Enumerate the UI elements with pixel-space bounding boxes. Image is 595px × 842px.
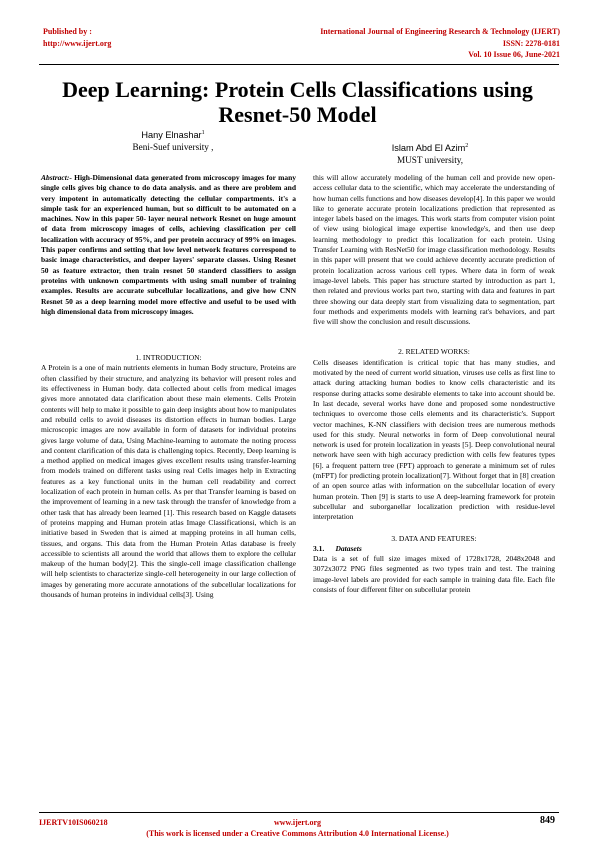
author-2-sup: 2 [465,143,469,149]
page-number: 849 [540,815,555,826]
issn: ISSN: 2278-0181 [502,38,560,48]
header-left [43,26,111,49]
datasets-subheading [313,544,555,554]
header-rule [39,64,559,65]
author-1-affiliation: Beni-Suef university , [132,141,214,152]
header-right [320,26,560,61]
author-2-affiliation: MUST university, [396,154,464,165]
intro-text: A Protein is a one of main nutrients elements in human Body structure, Proteins are often classified by their structure, and analyzing its behavior will present roles and its effectiveness in Human body. data collected about cells from medical images gives more annotated data clarification about these main elements. Cells Protein contents will help to make it possible to gain deep insights about how to manipulates and rebuild cells to avoid diseases its distortion effects in human bodies. Large microscopic images are now available in form of datasets for individual proteins gives large volume of data, Using Machine-learning to automate the noting process and content clarification of this data is challenging topics. Recently, Deep learning is a method applied on medical images gives excellent results using transfer-learning from models trained on different tasks using real Cells images help in Extracting features as a key functional units in the human cell readability and correct localization of each protein in human cells. As per that Transfer learning is based on the improvement of learning in a new task through the transfer of knowledge from a other task that has already been learned [1]. This research based on Kaggle datasets of proteins mapping and Human protein atlas Image Classificationsi, which is an initiative based in Sweden that is aimed at mapping proteins in all human cells, tissues, and organs. This data from the Human Protein Atlas database is freely accessible to scientists all around the world that allows them to explore the cellular makeup of the human body[2]. This the single-cell image classification challenge will help scientists to characterize single-cell heterogeneity in our large collection of images by generating more accurate annotations of the subcellular localizations for thousands of human proteins in individual cells[3]. Using [41,363,296,599]
datasets-sub-title: Datasets [335,543,362,553]
publisher-label: Published by : [43,27,92,36]
footer-rule [39,812,559,813]
datasets-text: Data is a set of full size images mixed of 1728x1728, 2048x2048 and 3072x3072 PNG files segmented as two types train and test. The training image-level labels are provided for each sample in training data file. Each file consists of four different filter on subcellular protein [313,554,555,594]
paper-id: IJERTV10IS060218 [39,818,108,827]
author-1 [98,128,248,153]
intro-heading: 1. INTRODUCTION: [135,353,202,363]
journal-name: International Journal of Engineering Research & Technology (IJERT) [320,27,560,36]
author-1-sup: 1 [201,130,205,136]
header-url-link[interactable]: http://www.ijert.org [43,38,112,48]
abstract-label: Abstract:- [41,173,72,182]
abstract-text: High-Dimensional data generated from microscopy images for many single cells gives big chance to do data analysis. and as there are problem and very impotent in automatically detecting the cellular compartments. it's a simple task for an experienced human, but so difficult to be automated on a machines. Now in this paper 50- layer neural network Resnet on huge amount of data from microscopy images of cells, achieving classification per cell localization with accuracy of 95%, and per protein accuracy of 99% on images. This paper confirms and setting that low level network features correspond to basic image characteristics, and deeper layers' separate classes. Using Resnet 50 as feature extractor, then train resnet 50 standerd classifiers to assign proteins with unknown compartments with using small number of training examples. Results are accurate subcellular localizations, and give how CNN Resnet 50 as a deep learning model more effective and useful to be used with high dimensional data from microscopy images. [41,173,296,316]
footer-url-link[interactable]: www.ijert.org [273,818,322,827]
paper-title: Deep Learning: Protein Cells Classifications using Resnet-50 Model [62,77,533,127]
volume-issue: Vol. 10 Issue 06, June-2021 [468,50,560,59]
related-heading: 2. RELATED WORKS: [398,347,470,357]
right-column [313,173,555,595]
intro-continued-text: this will allow accurately modeling of the human cell and provide new open-access cellular data to the scientific, which may accelerate the understanding of how human cells functions and how diseases develop[4]. In this paper we would like to generate accurate protein localizations prediction that represented as integer labels based on the images. This work starts from computer vision point of view using biological image expertise knowledge's, and then use deep learning methodology to predict this localization for each protein. Using Transfer Learning with ResNet50 for image classification methodology. Results in this paper will present that we could achieve decently accurate prediction of protein localization across various cell types. Where data in form of weak image-level labels. This paper has structure started by introduction as part 1, then related and previous works part two, starting with data and features in part three showing our data deeply start from visualizing data to segmentation, part four methods and experiments models with learning rat's behaviors, and part five will show the conclusion and result discussions. [313,173,555,327]
related-text: Cells diseases identification is critical topic that has many studies, and motivated by the need of current world situation, viruses use cells as first line to attack during attacking human bodies to know cells characteristic and its response during attacks some desirable elements to take into account should be. In last decade, several works have done and proposed some nondestructive techniques to overcome those cells elements and its characteristic's. Support vector machines, K-NN classifiers with decision trees are numerous methods used for this study. Neural networks in form of Deep convolutional neural network is used for protein localization in yeasts [5]. Deep convolutional neural network have seen with high accuracy prediction with cells few features types [6]. a frequent pattern tree (FPT) approach to generate a minimum set of rules (mFPT) for predicting protein localization[7]. Without forget that in [8] creation of an open source atlas with information on the subcellular location of every human protein. Then [9] is starts to use A deep-learning framework for protein subcellular and suborganellar localization prediction with residue-level interpretation [313,357,555,522]
author-2-name: Islam Abd El Azim [391,143,466,153]
left-column [41,173,296,600]
data-heading: 3. DATA AND FEATURES: [391,533,477,543]
datasets-sub-num: 3.1. [313,543,325,553]
abstract [41,173,296,317]
author-1-name: Hany Elnashar [141,130,202,140]
license-note: (This work is licensed under a Creative Commons Attribution 4.0 International License.) [146,829,449,838]
author-2 [355,141,505,166]
